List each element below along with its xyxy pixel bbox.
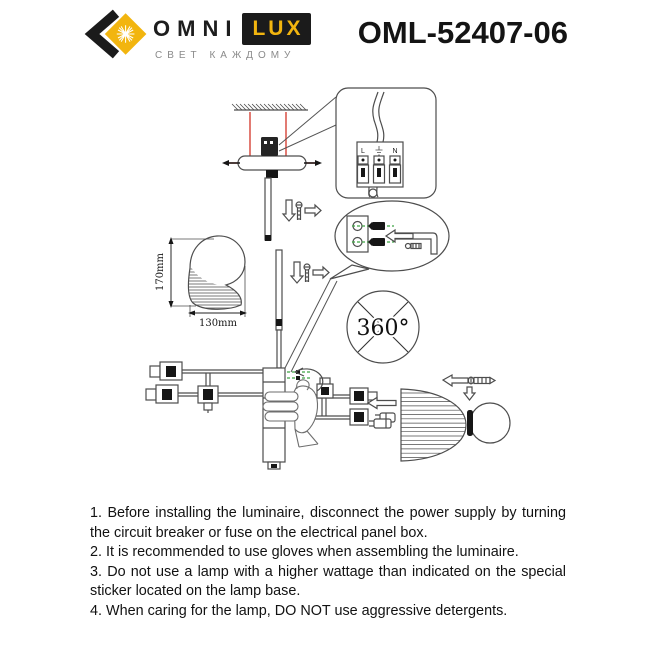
rotation-360-badge — [347, 291, 419, 363]
instruction-step: 2. It is recommended to use gloves when assembling the luminaire. — [90, 544, 519, 561]
shade-dimension-drawing — [155, 236, 247, 329]
terminal-label-l: L — [361, 148, 365, 155]
terminal-box-inset — [336, 88, 436, 198]
ceiling-mount-drawing — [222, 97, 336, 178]
instructions-block — [90, 504, 566, 622]
bracket-screw-inset — [330, 201, 449, 279]
globe-bulb-icon — [467, 403, 510, 443]
screw-arrows-icon — [443, 375, 495, 400]
rotation-label: 360° — [356, 316, 410, 341]
g9-bulb-icon — [369, 419, 391, 428]
hanger-rod-drawing — [265, 178, 329, 368]
shade-hatching — [184, 269, 246, 308]
brand-tagline: СВЕТ КАЖДОМУ — [155, 50, 296, 61]
height-dimension-label: 170mm — [155, 252, 166, 292]
terminal-label-n: N — [392, 148, 398, 155]
instruction-step: 4. When caring for the lamp, DO NOT use aggressive detergents. — [90, 602, 508, 619]
width-dimension-label: 130mm — [198, 318, 238, 329]
instruction-step: 1. Before installing the luminaire, disconnect the power supply by turning the circuit breaker or fuse on the electrical panel box. — [90, 505, 566, 541]
brand-lux: LUX — [242, 13, 311, 45]
brand-omni: OMNI — [153, 16, 239, 41]
instruction-step: 3. Do not use a lamp with a higher wattage than indicated on the special sticker located on the lamp base. — [90, 563, 566, 600]
model-number: OML-52407-06 — [357, 15, 568, 50]
